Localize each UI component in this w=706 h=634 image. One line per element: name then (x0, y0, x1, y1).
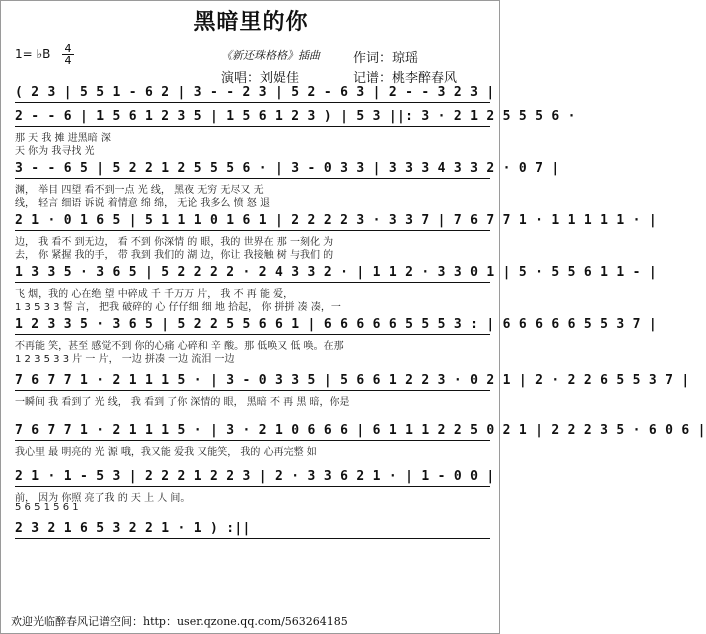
note-line: 2 - - 6 | 1 5 6 1 2 3 5 | 1 5 6 1 2 3 ) | 5 3 ||: 3 · 2 1 2 5 5 5 6 · (15, 109, 576, 124)
beam-line (15, 538, 490, 539)
lyric-line: 不再能 笑，甚至 感觉不到 你的心痛 心碎和 辛 酸。那 低唤又 低 唤。在那 (15, 341, 344, 352)
lyric-line: 一瞬间 我 看到了 光 线， 我 看到 了你 深情的 眼， 黑暗 不 再 黑 暗，你是 (15, 397, 350, 408)
lyric-line: 边， 我 看不 到无边， 看 不到 你深情 的 眼，我的 世界在 那 一刻化 为 (15, 237, 334, 248)
lyric-line: 去， 你 紧握 我的手， 带 我到 我们的 湖 边，你让 我接触 树 与我们 的 (15, 250, 334, 261)
beam-line (15, 230, 490, 231)
key-signature: 1= ♭B (15, 47, 51, 61)
lyric-line: 线， 轻言 细语 诉说 着情意 绵 绵， 无论 我多么 愤 怒 退 (15, 198, 270, 209)
lyric-line: 那 天 我 摊 进黑暗 深 (15, 133, 111, 144)
lyric-line: 渊， 举目 四望 看不到一点 光 线， 黑夜 无穷 无尽又 无 (15, 185, 264, 196)
note-line: 1 3 3 5 · 3 6 5 | 5 2 2 2 2 · 2 4 3 3 2 · | 1 1 2 · 3 3 0 1 | 5 · 5 5 6 1 1 - | (15, 265, 658, 280)
lyric-line: 我心里 最 明亮的 光 源 哦，我又能 爱我 又能笑， 我的 心再完整 如 (15, 447, 317, 458)
lyric-line: 1 2 3 5 3 3 片 一 片， 一边 拼凑 一边 流泪 一边 (15, 354, 235, 365)
note-line: 3 - - 6 5 | 5 2 2 1 2 5 5 5 6 · | 3 - 0 3 3 | 3 3 3 4 3 3 2 · 0 7 | (15, 161, 560, 176)
lyric-line: 5 6 5 1 5 6 1 (15, 502, 79, 513)
lyric-line: 天 你为 我寻找 光 (15, 146, 95, 157)
note-line: 2 3 2 1 6 5 3 2 2 1 · 1 ) :|| (15, 521, 251, 536)
lyric-line: 飞 烟，我的 心在绝 望 中碎成 千 千万万 片， 我 不 再 能 爱， (15, 289, 294, 300)
singer: 演唱：刘媞佳 (221, 71, 300, 86)
beam-line (15, 486, 490, 487)
subtitle: 《新还珠格格》插曲 (221, 49, 320, 62)
note-line: 7 6 7 7 1 · 2 1 1 1 5 · | 3 - 0 3 3 5 | 5 6 6 1 2 2 3 · 0 2 1 | 2 · 2 2 6 5 5 3 7 | (15, 373, 690, 388)
time-signature-bottom: 4 (64, 54, 72, 67)
beam-line (15, 102, 490, 103)
time-signature-top: 4 (62, 43, 74, 55)
beam-line (15, 282, 490, 283)
lyric-line: 1 3 5 3 3 誓 言， 把我 破碎的 心 仔仔细 细 地 拾起， 你 拼拼 凑 凑，一 (15, 302, 341, 313)
time-signature (62, 43, 74, 66)
transcriber: 记谱：桃李醉春风 (353, 71, 458, 86)
beam-line (15, 390, 490, 391)
lyricist: 作词：琼瑶 (353, 51, 419, 66)
beam-line (15, 178, 490, 179)
note-line: 2 1 · 0 1 6 5 | 5 1 1 1 0 1 6 1 | 2 2 2 2 3 · 3 3 7 | 7 6 7 7 1 · 1 1 1 1 1 · | (15, 213, 658, 228)
note-line: 7 6 7 7 1 · 2 1 1 1 5 · | 3 · 2 1 0 6 6 6 | 6 1 1 1 2 2 5 0 2 1 | 2 2 2 3 5 · 6 0 6 | (15, 423, 706, 438)
beam-line (15, 126, 490, 127)
lyric-line: 前， 因为 你照 亮了我 的 天 上 人 间。 (15, 493, 191, 504)
note-line: 1 2 3 3 5 · 3 6 5 | 5 2 2 5 5 6 6 1 | 6 6 6 6 6 5 5 5 3 : | 6 6 6 6 6 5 5 3 7 | (15, 317, 658, 332)
note-line: 2 1 · 1 - 5 3 | 2 2 2 1 2 2 3 | 2 · 3 3 6 2 1 · | 1 - 0 0 | (15, 469, 495, 484)
beam-line (15, 440, 490, 441)
song-title: 黑暗里的你 (193, 9, 309, 35)
note-line: ( 2 3 | 5 5 1 - 6 2 | 3 - - 2 3 | 5 2 - 6 3 | 2 - - 3 2 3 | (15, 85, 495, 100)
beam-line (15, 334, 490, 335)
footer-credit: 欢迎光临醉春风记谱空间：http：user.qzone.qq.com/563264185 (11, 615, 348, 628)
